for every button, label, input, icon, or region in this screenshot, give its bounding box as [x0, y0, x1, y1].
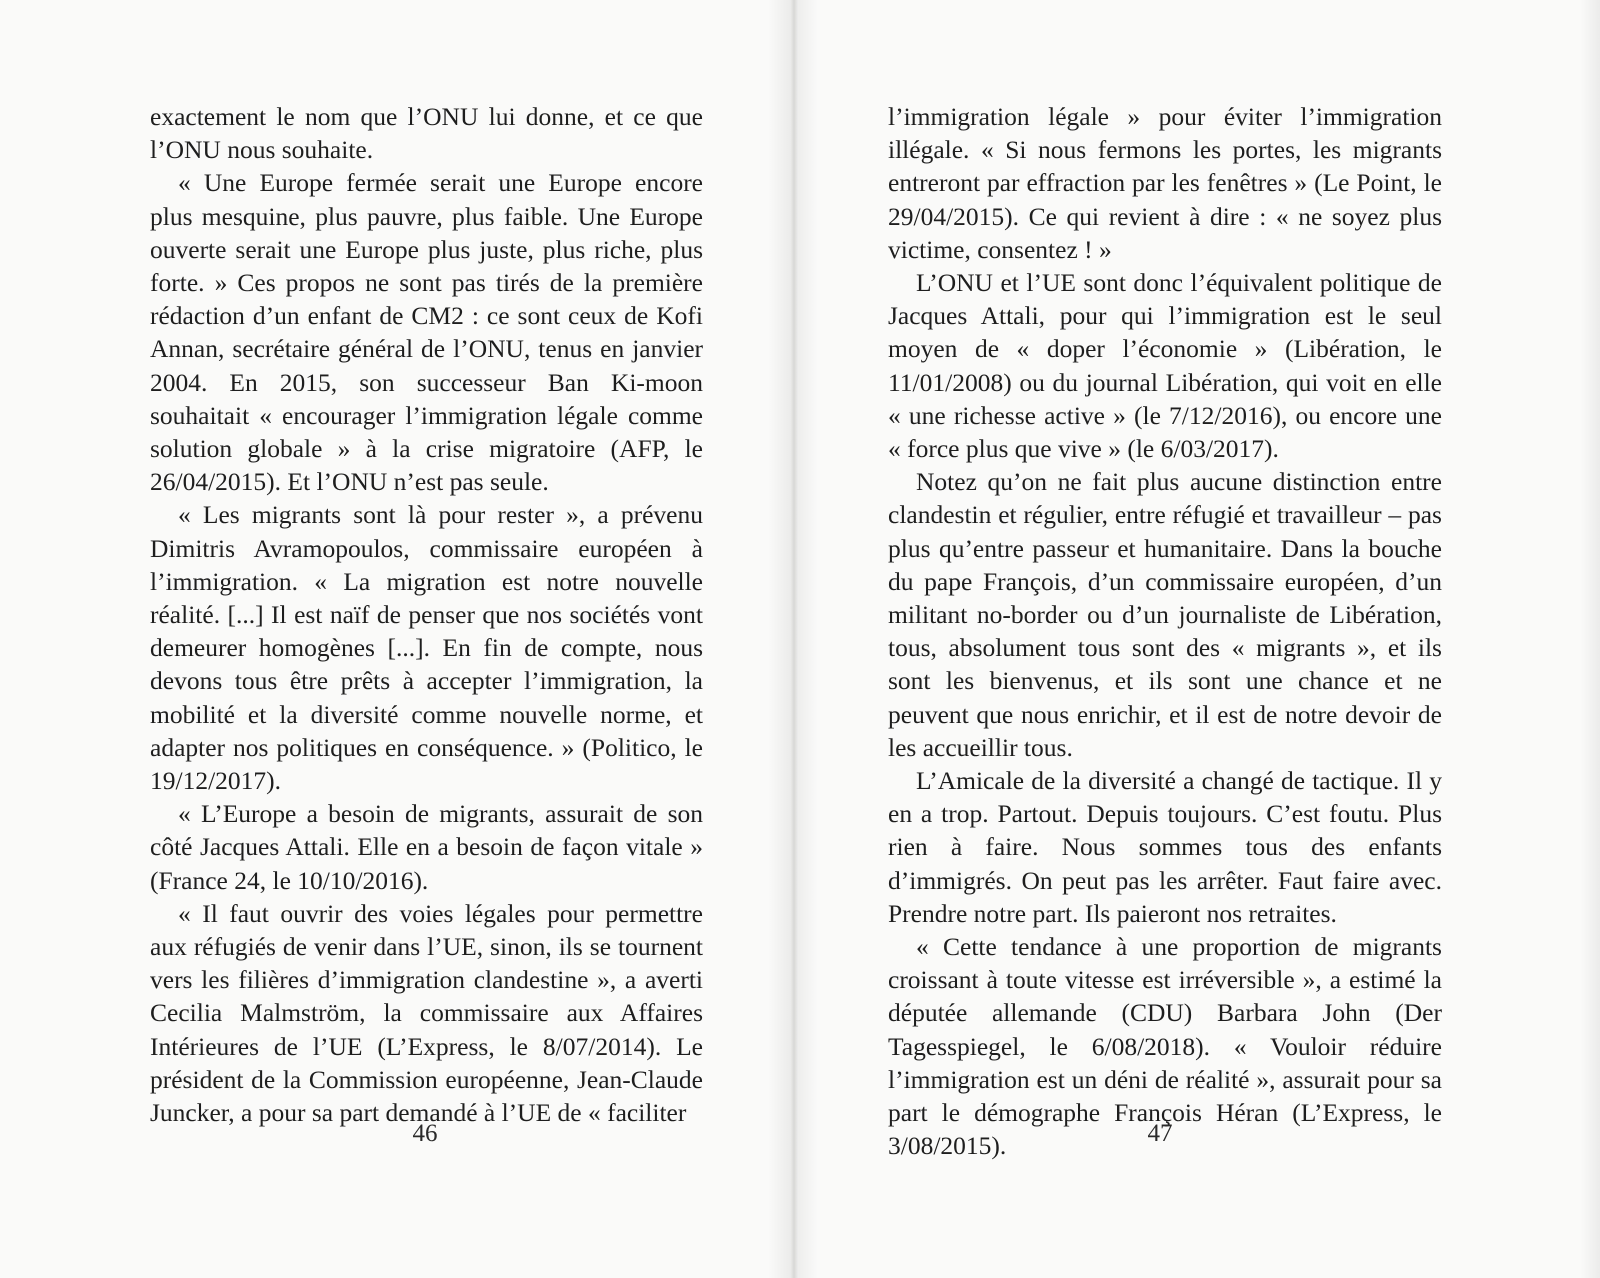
left-page — [0, 0, 795, 1278]
paragraph: L’Amicale de la diversité a changé de tactique. Il y en a trop. Partout. Depuis toujours. C’est foutu. Plus rien à faire. Nous sommes tous des enfants d’immigrés. On peut pas les arrêter. Faut faire avec. Prendre notre part. Ils paieront nos retraites. — [888, 766, 1442, 928]
paragraph: « Une Europe fermée serait une Europe encore plus mesquine, plus pauvre, plus faible. Une Europe ouverte serait une Europe plus juste, plus riche, plus forte. » Ces propos ne sont pas tirés de la première rédaction d’un enfant de CM2 : ce sont ceux de Kofi Annan, secrétaire général de l’ONU, tenus en janvier 2004. En 2015, son successeur Ban Ki-moon souhaitait « encourager l’immigration légale comme solution globale » à la crise migratoire (AFP, le 26/04/2015). Et l’ONU n’est pas seule. — [150, 168, 703, 497]
page-number: 46 — [412, 1120, 438, 1147]
paragraph: « Il faut ouvrir des voies légales pour permettre aux réfugiés de venir dans l’UE, sinon, ils se tournent vers les filières d’immigration clandestine », a averti Cecilia Malmström, la commissaire aux Affaires Intérieures de l’UE (L’Express, le 8/07/2014). Le président de la Commission européenne, Jean-Claude Juncker, a pour sa part demandé à l’UE de « faciliter — [150, 898, 703, 1128]
right-page — [795, 0, 1600, 1278]
left-page-text — [150, 100, 703, 1129]
right-page-text — [888, 100, 1442, 1163]
book-gutter — [768, 0, 818, 1278]
paragraph: Notez qu’on ne fait plus aucune distinction entre clandestin et régulier, entre réfugié et travailleur – pas plus qu’entre passeur et humanitaire. Dans la bouche du pape François, d’un commissaire européen, d’un militant no-border ou d’un journaliste de Libération, tous, absolument tous sont des « migrants », et ils sont les bienvenus, et ils sont une chance et ne peuvent que nous enrichir, et il est de notre devoir de les accueillir tous. — [888, 467, 1442, 762]
paragraph: L’ONU et l’UE sont donc l’équivalent politique de Jacques Attali, pour qui l’immigration est le seul moyen de « doper l’économie » (Libération, le 11/01/2008) ou du journal Libération, qui voit en elle « une richesse active » (le 7/12/2016), ou encore une « force plus que vive » (le 6/03/2017). — [888, 268, 1442, 464]
paragraph: « Les migrants sont là pour rester », a prévenu Dimitris Avramopoulos, commissaire européen à l’immigration. « La migration est notre nouvelle réalité. [...] Il est naïf de penser que nos sociétés vont demeurer homogènes [...]. En fin de compte, nous devons tous être prêts à accepter l’immigration, la mobilité et la diversité comme nouvelle norme, et adapter nos politiques en conséquence. » (Politico, le 19/12/2017). — [150, 500, 703, 796]
page-edge-shadow — [1580, 0, 1600, 1278]
paragraph: « Cette tendance à une proportion de migrants croissant à toute vitesse est irréversible », a estimé la députée allemande (CDU) Barbara John (Der Tagesspiegel, le 6/08/2018). « Vouloir réduire l’immigration est un déni de réalité », assurait pour sa part le démographe François Héran (L’Express, le 3/08/2015). — [888, 932, 1442, 1161]
page-number: 47 — [1147, 1120, 1173, 1147]
paragraph: « L’Europe a besoin de migrants, assurait de son côté Jacques Attali. Elle en a besoin de façon vitale » (France 24, le 10/10/2016). — [150, 799, 703, 895]
paragraph: exactement le nom que l’ONU lui donne, et ce que l’ONU nous souhaite. — [150, 102, 703, 165]
paragraph: l’immigration légale » pour éviter l’immigration illégale. « Si nous fermons les portes, les migrants entreront par effraction par les fenêtres » (Le Point, le 29/04/2015). Ce qui revient à dire : « ne soyez plus victime, consentez ! » — [888, 102, 1442, 264]
